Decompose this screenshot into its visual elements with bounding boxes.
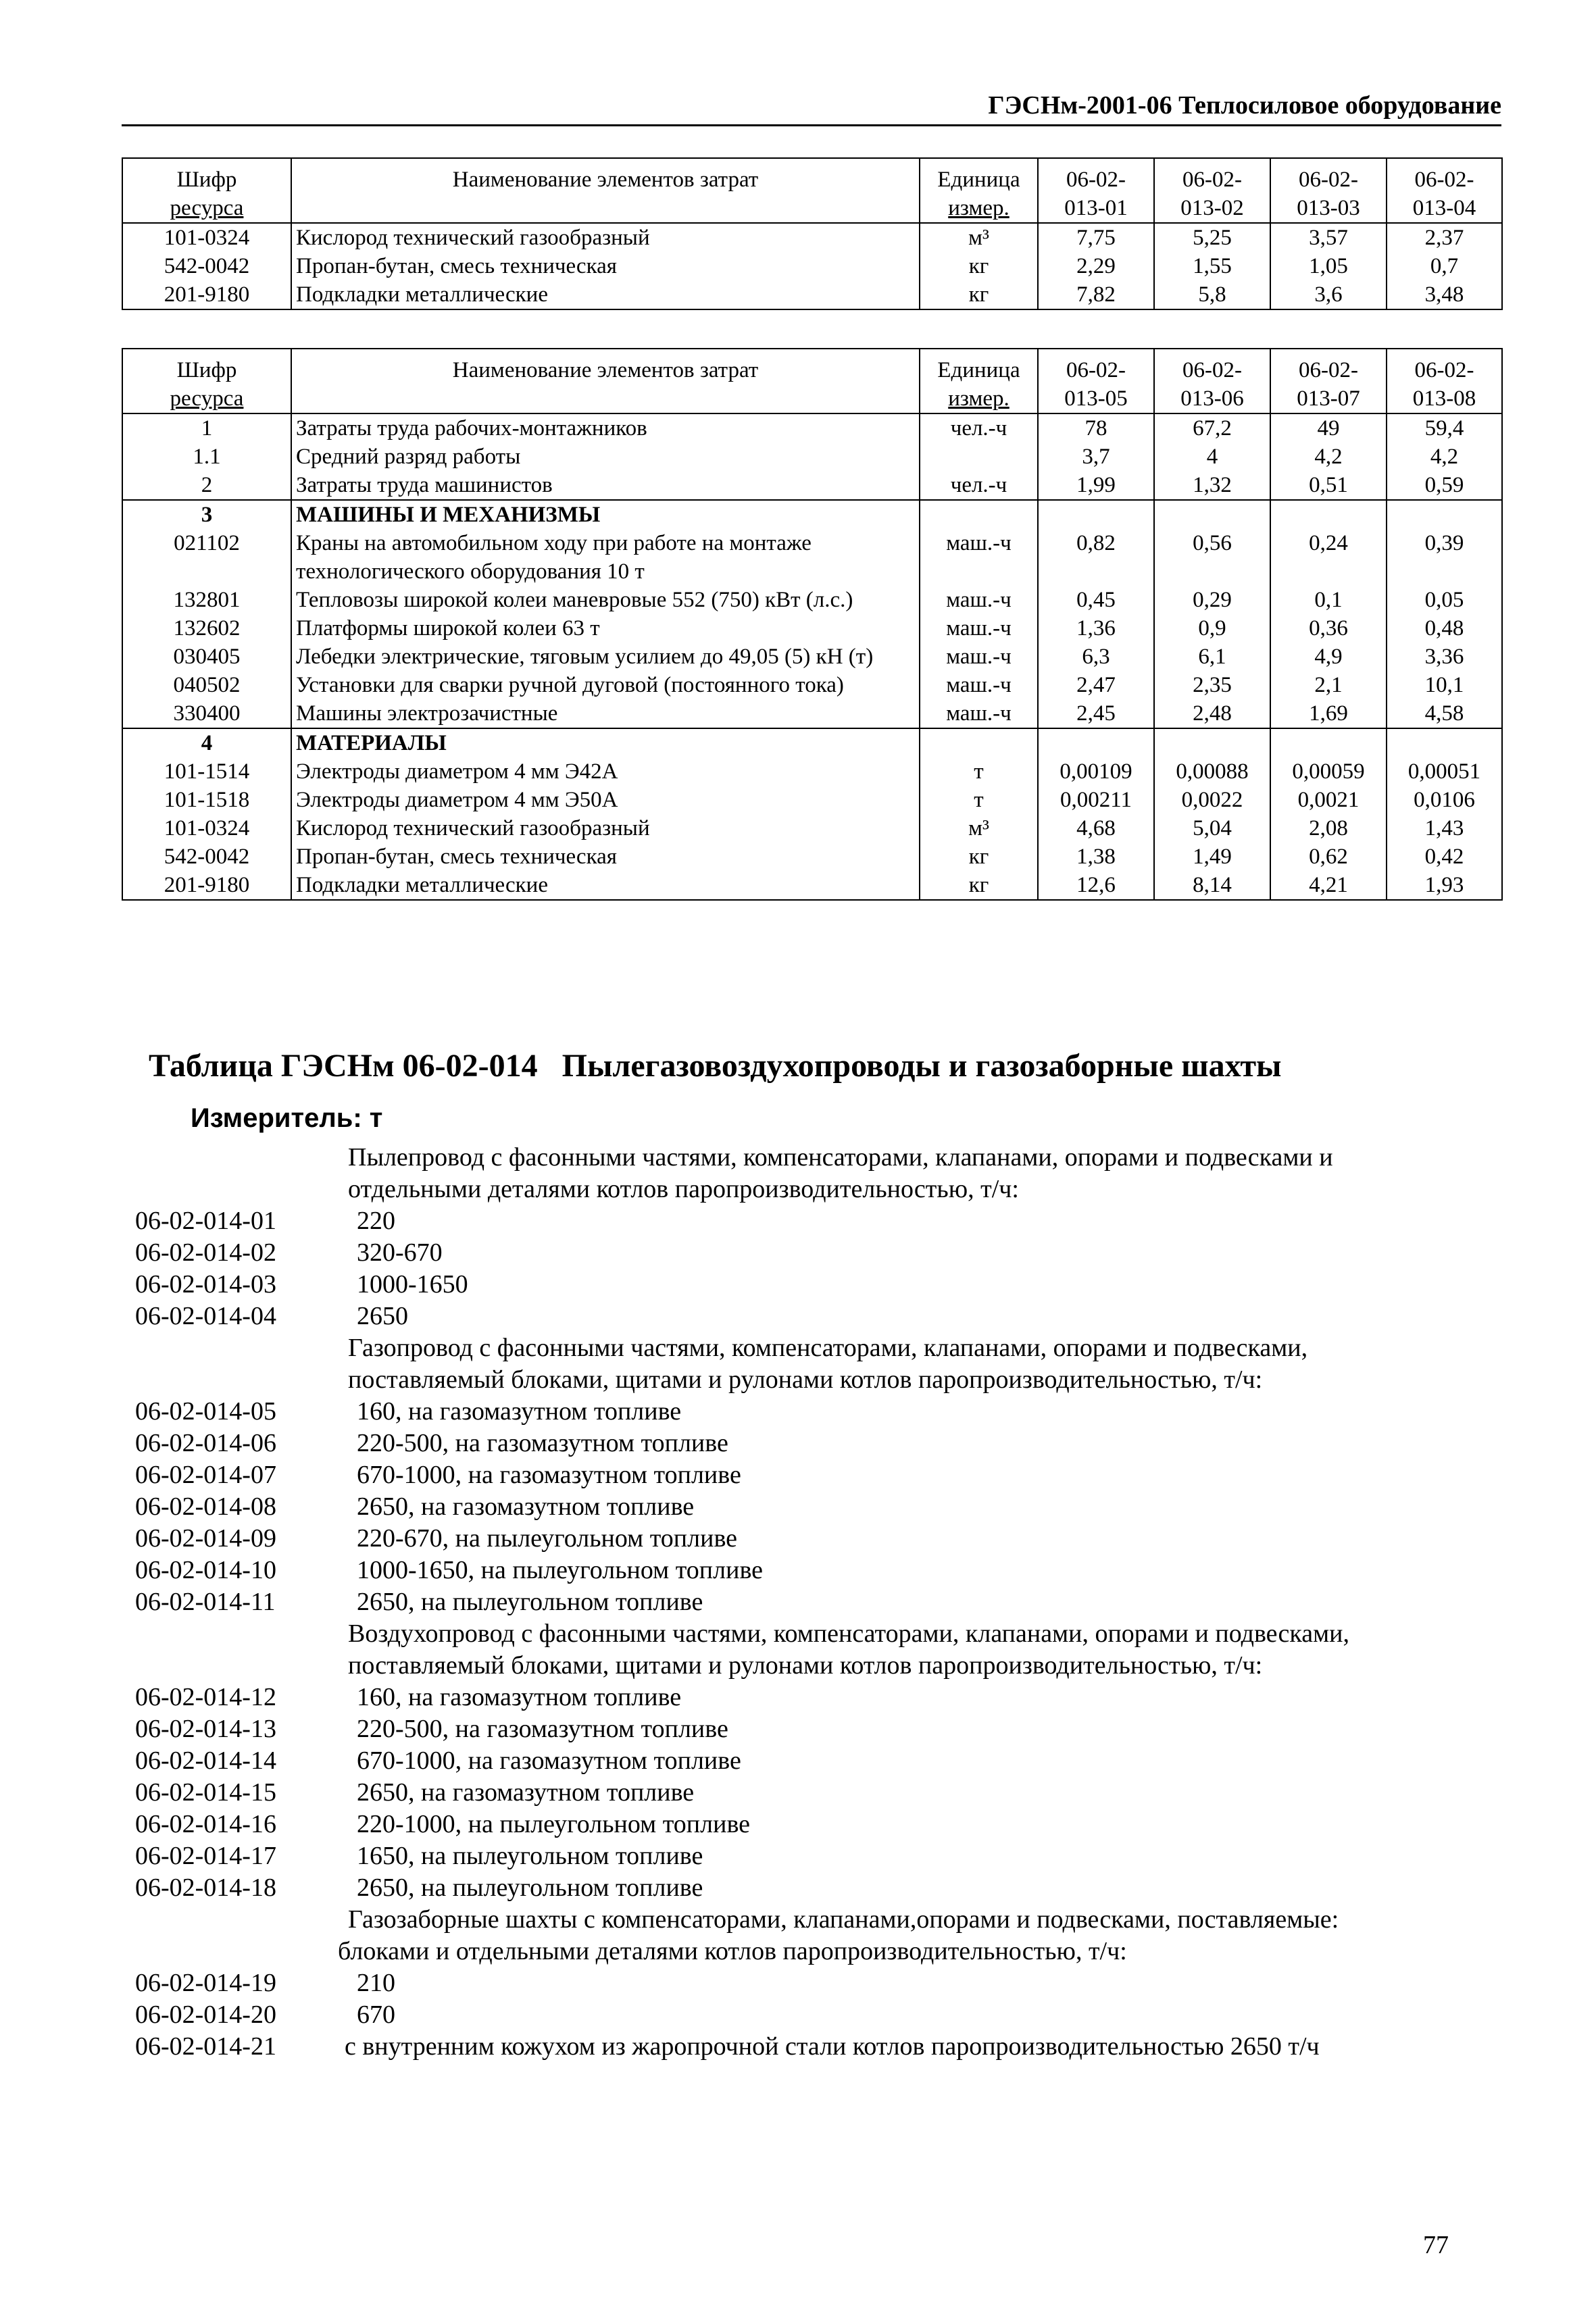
header-col-4: 06-02- 013-08 bbox=[1387, 349, 1502, 413]
group-intro-intake-shafts: Газозаборные шахты с компенсаторами, клапанами,опорами и подвесками, поставляемые: блоками и отдельными деталями котлов паропроизводительностью, т/ч: bbox=[338, 1905, 1339, 1965]
list-item: 06-02-014-10 1000-1650, на пылеугольном топливе bbox=[135, 1556, 764, 1584]
table-row: 040502 Установки для сварки ручной дуговой (постоянного тока) маш.-ч 2,47 2,35 2,1 10,1 bbox=[122, 671, 1502, 699]
header-unit: Единица измер. bbox=[920, 349, 1038, 413]
table-header-row bbox=[122, 349, 1502, 413]
list-item: 06-02-014-13 220-500, на газомазутном топливе bbox=[135, 1715, 728, 1743]
running-header: ГЭСНм-2001-06 Теплосиловое оборудование bbox=[988, 91, 1501, 120]
list-item: 06-02-014-07 670-1000, на газомазутном топливе bbox=[135, 1461, 741, 1489]
table-row: 101-0324 Кислород технический газообразный м³ 7,75 5,25 3,57 2,37 bbox=[122, 223, 1502, 252]
list-item: 06-02-014-16 220-1000, на пылеугольном топливе bbox=[135, 1810, 751, 1838]
table-row: 542-0042 Пропан-бутан, смесь техническая кг 2,29 1,55 1,05 0,7 bbox=[122, 252, 1502, 280]
header-col-3: 06-02- 013-07 bbox=[1270, 349, 1387, 413]
list-item: 06-02-014-01 220 bbox=[135, 1207, 395, 1235]
list-item: 06-02-014-05 160, на газомазутном топливе bbox=[135, 1397, 682, 1426]
list-item: 06-02-014-14 670-1000, на газомазутном топливе bbox=[135, 1746, 741, 1775]
table-row: 030405 Лебедки электрические, тяговым усилием до 49,05 (5) кН (т) маш.-ч 6,3 6,1 4,9 3,36 bbox=[122, 643, 1502, 671]
header-col-1: 06-02- 013-05 bbox=[1038, 349, 1154, 413]
measure-unit: Измеритель: т bbox=[191, 1103, 383, 1133]
list-item: 06-02-014-12 160, на газомазутном топливе bbox=[135, 1683, 682, 1711]
table-row: 1.1 Средний разряд работы 3,7 4 4,2 4,2 bbox=[122, 443, 1502, 471]
table-row: 2 Затраты труда машинистов чел.-ч 1,99 1,32 0,51 0,59 bbox=[122, 471, 1502, 500]
table-row: 201-9180 Подкладки металлические кг 7,82 5,8 3,6 3,48 bbox=[122, 280, 1502, 309]
list-item: 06-02-014-03 1000-1650 bbox=[135, 1270, 468, 1299]
page-number: 77 bbox=[1423, 2231, 1449, 2259]
header-col-3: 06-02- 013-03 bbox=[1270, 158, 1387, 223]
list-item: 06-02-014-08 2650, на газомазутном топливе bbox=[135, 1492, 695, 1521]
table-title: Таблица ГЭСНм 06-02-014 Пылегазовоздухопроводы и газозаборные шахты bbox=[149, 1048, 1282, 1084]
header-col-4: 06-02- 013-04 bbox=[1387, 158, 1502, 223]
table-row: 101-1518 Электроды диаметром 4 мм Э50А т 0,00211 0,0022 0,0021 0,0106 bbox=[122, 786, 1502, 814]
section-row-machines: 3 МАШИНЫ И МЕХАНИЗМЫ bbox=[122, 500, 1502, 529]
list-item: 06-02-014-19 210 bbox=[135, 1969, 395, 1997]
header-code: Шифр ресурса bbox=[122, 158, 291, 223]
header-col-1: 06-02- 013-01 bbox=[1038, 158, 1154, 223]
header-code: Шифр ресурса bbox=[122, 349, 291, 413]
table-row: 542-0042 Пропан-бутан, смесь техническая кг 1,38 1,49 0,62 0,42 bbox=[122, 842, 1502, 871]
list-item: 06-02-014-18 2650, на пылеугольном топливе bbox=[135, 1873, 703, 1902]
table-row: 132602 Платформы широкой колеи 63 т маш.-ч 1,36 0,9 0,36 0,48 bbox=[122, 614, 1502, 643]
section-row-materials: 4 МАТЕРИАЛЫ bbox=[122, 728, 1502, 757]
table-row: 021102 Краны на автомобильном ходу при работе на монтаже технологического оборудования 10 т маш.-ч 0,82 0,56 0,24 0,39 bbox=[122, 529, 1502, 586]
table-row: 1 Затраты труда рабочих-монтажников чел.-ч 78 67,2 49 59,4 bbox=[122, 413, 1502, 443]
list-item: 06-02-014-17 1650, на пылеугольном топливе bbox=[135, 1842, 703, 1870]
list-item: 06-02-014-21 с внутренним кожухом из жаропрочной стали котлов паропроизводительностью 2650 т/ч bbox=[135, 2032, 1320, 2061]
table-row: 101-0324 Кислород технический газообразный м³ 4,68 5,04 2,08 1,43 bbox=[122, 814, 1502, 842]
header-unit: Единица измер. bbox=[920, 158, 1038, 223]
header-name: Наименование элементов затрат bbox=[291, 158, 920, 223]
list-item: 06-02-014-02 320-670 bbox=[135, 1238, 443, 1267]
header-name: Наименование элементов затрат bbox=[291, 349, 920, 413]
header-rule bbox=[122, 124, 1501, 126]
table-row: 330400 Машины электрозачистные маш.-ч 2,45 2,48 1,69 4,58 bbox=[122, 699, 1502, 728]
header-col-2: 06-02- 013-06 bbox=[1154, 349, 1270, 413]
list-item: 06-02-014-09 220-670, на пылеугольном топливе bbox=[135, 1524, 738, 1553]
resource-table-2 bbox=[122, 348, 1503, 901]
list-item: 06-02-014-11 2650, на пылеугольном топливе bbox=[135, 1588, 703, 1616]
table-row: 101-1514 Электроды диаметром 4 мм Э42А т 0,00109 0,00088 0,00059 0,00051 bbox=[122, 757, 1502, 786]
resource-table-1 bbox=[122, 157, 1503, 310]
table-header-row bbox=[122, 158, 1502, 223]
list-item: 06-02-014-15 2650, на газомазутном топливе bbox=[135, 1778, 695, 1807]
list-item: 06-02-014-04 2650 bbox=[135, 1302, 408, 1330]
group-intro-air-duct: Воздухопровод с фасонными частями, компенсаторами, клапанами, опорами и подвесками, поставляемый блоками, щитами и рулонами котлов паропроизводительностью, т/ч: bbox=[348, 1619, 1349, 1680]
group-intro-gas-duct: Газопровод с фасонными частями, компенсаторами, клапанами, опорами и подвесками, поставляемый блоками, щитами и рулонами котлов паропроизводительностью, т/ч: bbox=[348, 1334, 1308, 1394]
list-item: 06-02-014-06 220-500, на газомазутном топливе bbox=[135, 1429, 728, 1457]
header-col-2: 06-02- 013-02 bbox=[1154, 158, 1270, 223]
group-intro-dust-duct: Пылепровод с фасонными частями, компенсаторами, клапанами, опорами и подвесками и отдельными деталями котлов паропроизводительностью, т/ч: bbox=[348, 1143, 1333, 1203]
table-row: 201-9180 Подкладки металлические кг 12,6 8,14 4,21 1,93 bbox=[122, 871, 1502, 900]
table-row: 132801 Тепловозы широкой колеи маневровые 552 (750) кВт (л.с.) маш.-ч 0,45 0,29 0,1 0,05 bbox=[122, 586, 1502, 614]
list-item: 06-02-014-20 670 bbox=[135, 2001, 395, 2029]
norm-list bbox=[135, 1142, 1507, 2063]
